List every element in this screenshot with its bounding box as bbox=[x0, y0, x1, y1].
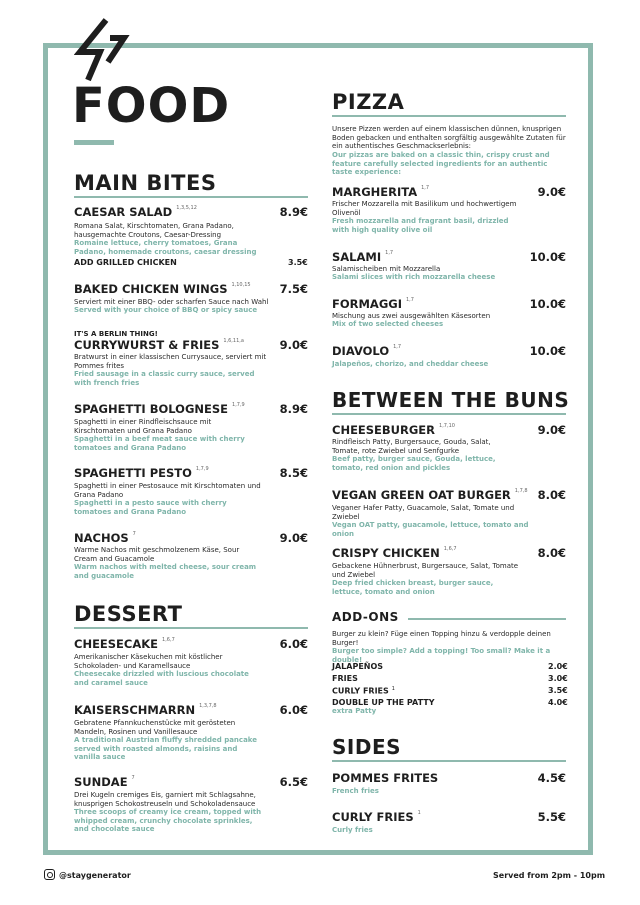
item-name: MARGHERITA $^{1,7}$ bbox=[332, 185, 430, 199]
item-description-de: Amerikanischer Käsekuchen mit köstlicher Schokoladen- und Karamellsauce bbox=[74, 653, 223, 670]
addon-description-en: extra Patty bbox=[332, 707, 377, 715]
item-name: SPAGHETTI BOLOGNESE $^{1,7,9}$ bbox=[74, 402, 245, 416]
section-title-sides: SIDES bbox=[332, 735, 402, 759]
lightning-logo bbox=[74, 18, 130, 84]
item-description-en: Three scoops of creamy ice cream, topped with whipped cream, crunchy chocolate sprinkles, and chocolate sauce bbox=[74, 808, 262, 833]
instagram-handle[interactable]: @staygenerator bbox=[59, 871, 131, 880]
item-description-en: Romaine lettuce, cherry tomatoes, Grana Padano, homemade croutons, caesar dressing bbox=[74, 239, 257, 256]
item-price: 8.5€ bbox=[279, 466, 308, 480]
section-title-dessert: DESSERT bbox=[74, 602, 183, 626]
addons-intro-de: Burger zu klein? Füge einen Topping hinzu & verdopple deinen Burger! bbox=[332, 630, 551, 647]
item-price: 10.0€ bbox=[529, 344, 566, 358]
addon-name: FRIES bbox=[332, 674, 358, 683]
section-rule bbox=[74, 627, 308, 629]
item-name: CHEESECAKE $^{1,6,7}$ bbox=[74, 637, 175, 651]
item-description-de: Spaghetti in einer Rindfleischsauce mit Kirschtomaten und Grana Padano bbox=[74, 418, 212, 435]
item-description-de: Serviert mit einer BBQ- oder scharfen Sauce nach Wahl bbox=[74, 298, 269, 306]
item-price: 8.0€ bbox=[537, 546, 566, 560]
item-name: CURLY FRIES $^1$ bbox=[332, 810, 421, 824]
item-description-en: A traditional Austrian fluffy shredded pancake served with roasted almonds, raisins and vanilla sauce bbox=[74, 736, 258, 761]
item-description-de: Warme Nachos mit geschmolzenem Käse, Sour Cream and Guacamole bbox=[74, 546, 240, 563]
item-name: VEGAN GREEN OAT BURGER $^{1,7,8}$ bbox=[332, 488, 528, 502]
item-description-de: Spaghetti in einer Pestosauce mit Kirschtomaten und Grana Padano bbox=[74, 482, 261, 499]
item-price: 6.0€ bbox=[279, 637, 308, 651]
item-price: 9.0€ bbox=[279, 531, 308, 545]
title-accent-bar bbox=[74, 140, 114, 145]
item-price: 8.9€ bbox=[279, 205, 308, 219]
addon-price: 2.0€ bbox=[548, 662, 568, 671]
item-description-en: Fried sausage in a classic curry sauce, served with french fries bbox=[74, 370, 255, 387]
item-name: BAKED CHICKEN WINGS $^{1,10,15}$ bbox=[74, 282, 251, 296]
item-description-de: Drei Kugeln cremiges Eis, garniert mit Schlagsahne, knusprigen Schokostreuseln und Schokoladensauce bbox=[74, 791, 256, 808]
item-description-en: Vegan OAT patty, guacamole, lettuce, tomato and onion bbox=[332, 521, 529, 538]
section-rule bbox=[74, 196, 308, 198]
item-description-en: Salami slices with rich mozzarella cheese bbox=[332, 273, 496, 281]
addon-name: JALAPEÑOS bbox=[332, 662, 384, 671]
item-description-en: Deep fried chicken breast, burger sauce, lettuce, tomato and onion bbox=[332, 579, 494, 596]
item-name: POMMES FRITES bbox=[332, 771, 439, 785]
item-description-en: Jalapeños, chorizo, and cheddar cheese bbox=[332, 360, 489, 368]
instagram-icon bbox=[44, 869, 55, 880]
item-description-en: Beef patty, burger sauce, Gouda, lettuce, tomato, red onion and pickles bbox=[332, 455, 496, 472]
item-name: FORMAGGI $^{1,7}$ bbox=[332, 297, 414, 311]
item-price: 9.0€ bbox=[537, 423, 566, 437]
item-description-en: Spaghetti in a beef meat sauce with cherry tomatoes and Grana Padano bbox=[74, 435, 245, 452]
item-description-de: Gebratene Pfannkuchenstücke mit gerösteten Mandeln, Rosinen und Vanillesauce bbox=[74, 719, 236, 736]
addon-name: CURLY FRIES $^1$ bbox=[332, 686, 395, 696]
item-price: 4.5€ bbox=[537, 771, 566, 785]
item-description-de: Salamischeiben mit Mozzarella bbox=[332, 265, 441, 273]
item-price: 9.0€ bbox=[279, 338, 308, 352]
item-description-de: Veganer Hafer Patty, Guacamole, Salat, Tomate und Zwiebel bbox=[332, 504, 515, 521]
section-rule bbox=[332, 115, 566, 117]
section-title-addons: ADD-ONS bbox=[332, 610, 399, 624]
item-name: CRISPY CHICKEN $^{1,6,7}$ bbox=[332, 546, 457, 560]
item-name: KAISERSCHMARRN $^{1,3,7,8}$ bbox=[74, 703, 217, 717]
addon-chicken-price: 3.5€ bbox=[288, 258, 308, 267]
item-price: 9.0€ bbox=[537, 185, 566, 199]
item-price: 5.5€ bbox=[537, 810, 566, 824]
item-name: SUNDAE $^7$ bbox=[74, 775, 135, 789]
item-description-en: Served with your choice of BBQ or spicy sauce bbox=[74, 306, 258, 314]
section-title-pizza: PIZZA bbox=[332, 90, 405, 114]
section-rule bbox=[408, 618, 566, 620]
item-description-de: Bratwurst in einer klassischen Currysauce, serviert mit Pommes frites bbox=[74, 353, 267, 370]
item-name: SALAMI $^{1,7}$ bbox=[332, 250, 394, 264]
addon-price: 3.0€ bbox=[548, 674, 568, 683]
item-price: 10.0€ bbox=[529, 297, 566, 311]
section-title-main-bites: MAIN BITES bbox=[74, 171, 217, 195]
addons-intro-en: Burger too simple? Add a topping! Too small? Make it a double! bbox=[332, 647, 551, 664]
page-title: FOOD bbox=[72, 78, 231, 134]
item-description-en: Warm nachos with melted cheese, sour cream and guacamole bbox=[74, 563, 257, 580]
item-description-en: Cheesecake drizzled with luscious chocolate and caramel sauce bbox=[74, 670, 249, 687]
item-description-de: Frischer Mozzarella mit Basilikum und hochwertigem Olivenöl bbox=[332, 200, 517, 217]
pizza-intro-de: Unsere Pizzen werden auf einem klassischen dünnen, knusprigen Boden gebacken und enthalten sorgfältig ausgewählte Zutaten für ein authentisches Geschmackserlebnis: bbox=[332, 125, 566, 150]
item-price: 8.0€ bbox=[537, 488, 566, 502]
section-rule bbox=[332, 760, 566, 762]
addon-price: 3.5€ bbox=[548, 686, 568, 695]
item-name: DIAVOLO $^{1,7}$ bbox=[332, 344, 402, 358]
item-description-en: Mix of two selected cheeses bbox=[332, 320, 444, 328]
item-name: CHEESEBURGER $^{1,7,10}$ bbox=[332, 423, 455, 437]
item-description-en: Spaghetti in a pesto sauce with cherry tomatoes and Grana Padano bbox=[74, 499, 227, 516]
item-price: 8.9€ bbox=[279, 402, 308, 416]
item-name: NACHOS $^7$ bbox=[74, 531, 136, 545]
addon-price: 4.0€ bbox=[548, 698, 568, 707]
addon-name: DOUBLE UP THE PATTY bbox=[332, 698, 435, 707]
item-description-de: Rindfleisch Patty, Burgersauce, Gouda, Salat, Tomate, rote Zwiebel und Senfgurke bbox=[332, 438, 491, 455]
item-name: CURRYWURST & FRIES $^{1,6,11,a}$ bbox=[74, 338, 244, 352]
item-price: 6.5€ bbox=[279, 775, 308, 789]
addon-chicken-label: ADD GRILLED CHICKEN bbox=[74, 258, 177, 267]
pizza-intro-en: Our pizzas are baked on a classic thin, crispy crust and feature carefully selected ingredients for an authentic taste experience: bbox=[332, 151, 550, 176]
section-title-buns: BETWEEN THE BUNS bbox=[332, 388, 570, 412]
item-description-en: Fresh mozzarella and fragrant basil, drizzled with high quality olive oil bbox=[332, 217, 509, 234]
item-description-en: French fries bbox=[332, 787, 379, 795]
item-name: CAESAR SALAD $^{1,3,5,12}$ bbox=[74, 205, 197, 219]
item-price: 7.5€ bbox=[279, 282, 308, 296]
section-rule bbox=[332, 413, 566, 415]
item-description-en: Curly fries bbox=[332, 826, 373, 834]
item-price: 6.0€ bbox=[279, 703, 308, 717]
item-price: 10.0€ bbox=[529, 250, 566, 264]
item-description-de: Romana Salat, Kirschtomaten, Grana Padano, hausgemachte Croutons, Caesar-Dressing bbox=[74, 222, 234, 239]
item-description-de: Mischung aus zwei ausgewählten Käsesorten bbox=[332, 312, 491, 320]
item-description-de: Gebackene Hühnerbrust, Burgersauce, Salat, Tomate und Zwiebel bbox=[332, 562, 519, 579]
item-name: SPAGHETTI PESTO $^{1,7,9}$ bbox=[74, 466, 209, 480]
serving-hours: Served from 2pm - 10pm bbox=[493, 871, 606, 880]
berlin-tagline: IT'S A BERLIN THING! bbox=[74, 330, 158, 338]
